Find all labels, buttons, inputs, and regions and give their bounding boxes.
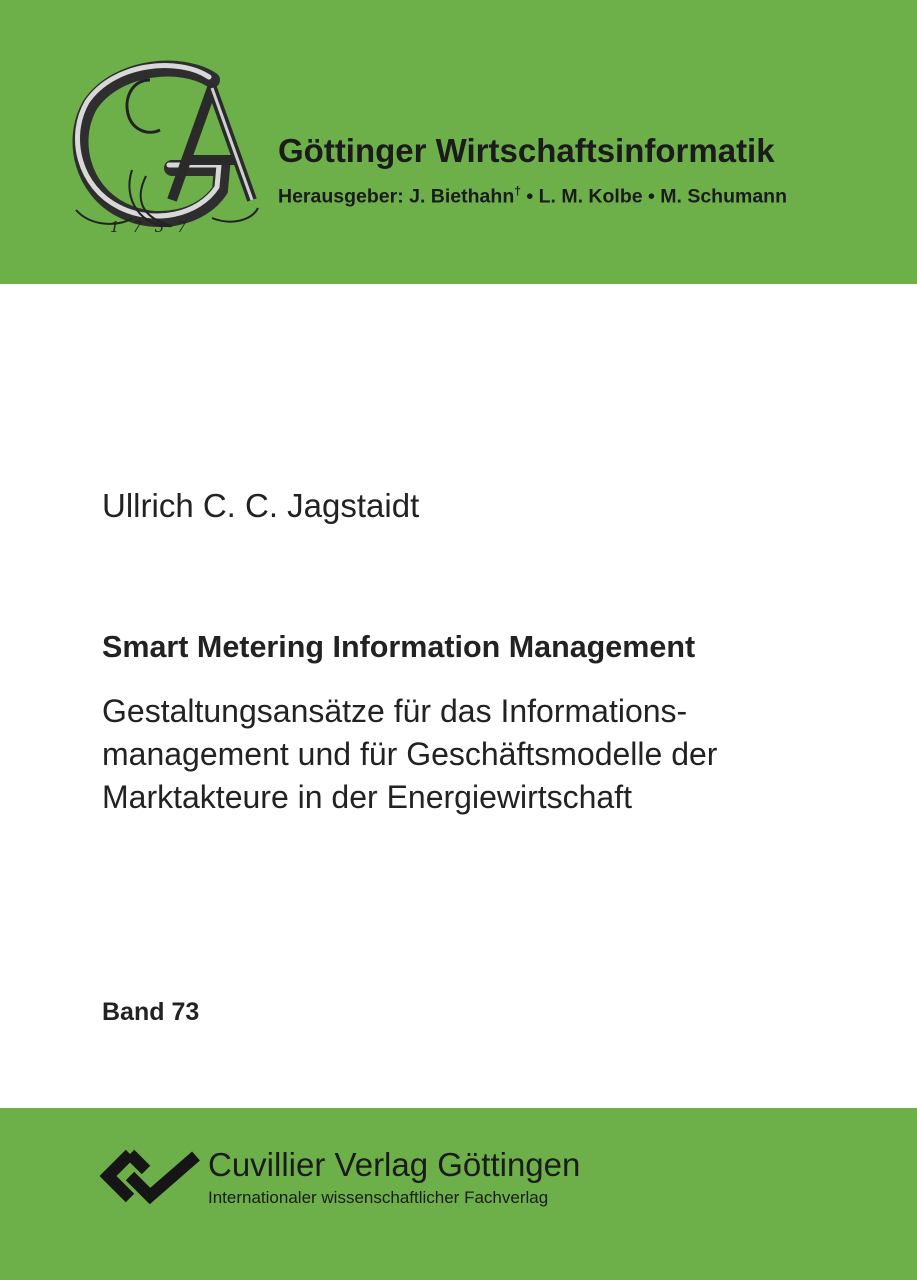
subtitle-line: Gestaltungsansätze für das Informations- bbox=[102, 693, 688, 729]
deceased-dagger: † bbox=[514, 184, 521, 198]
editors-lead: Herausgeber: J. Biethahn bbox=[278, 185, 515, 208]
series-title: Göttinger Wirtschaftsinformatik bbox=[278, 132, 775, 169]
subtitle-line: Marktakteure in der Energiewirtschaft bbox=[102, 779, 632, 815]
subtitle-line: management und für Geschäftsmodelle der bbox=[102, 736, 718, 772]
book-title: Smart Metering Information Management bbox=[102, 630, 696, 664]
volume-number: Band 73 bbox=[102, 998, 200, 1026]
university-seal-icon bbox=[62, 50, 272, 240]
seal-year: 1 7 3 7 bbox=[110, 218, 191, 236]
publisher-name: Cuvillier Verlag Göttingen bbox=[208, 1146, 581, 1183]
book-author: Ullrich C. C. Jagstaidt bbox=[102, 487, 420, 524]
book-subtitle bbox=[102, 690, 717, 819]
editors-rest: • L. M. Kolbe • M. Schumann bbox=[520, 185, 787, 208]
cuvillier-logo-icon bbox=[100, 1148, 208, 1208]
publisher-tagline: Internationaler wissenschaftlicher Fachverlag bbox=[208, 1188, 549, 1207]
series-editors bbox=[278, 184, 787, 209]
